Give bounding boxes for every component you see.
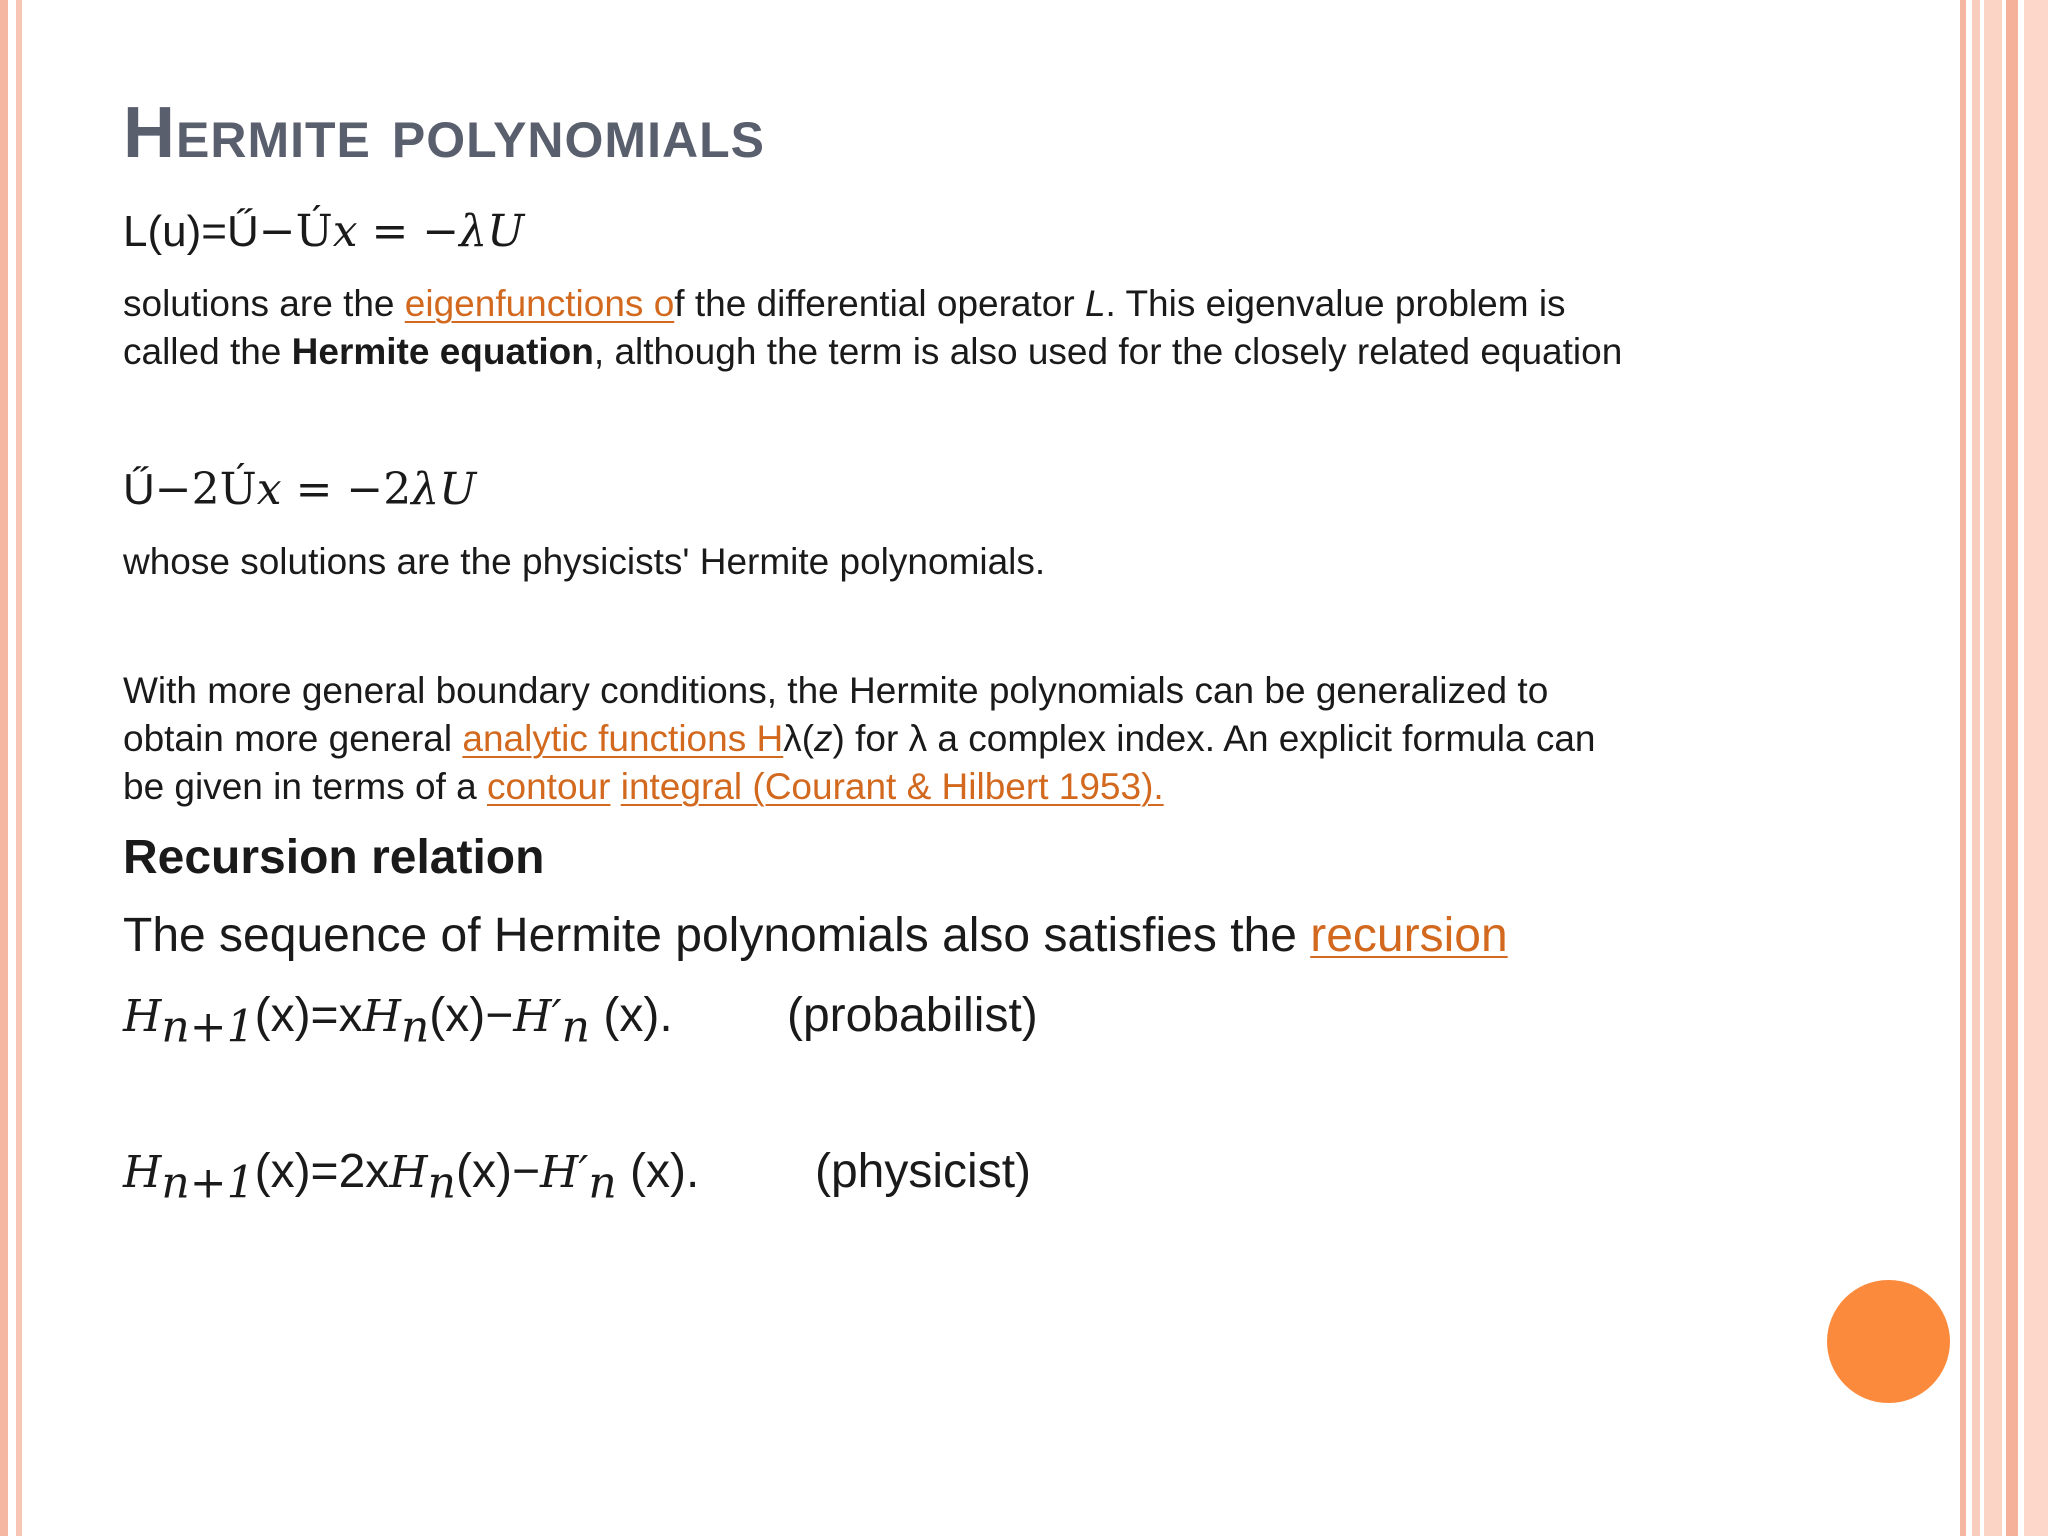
right-border-stripe [1984, 0, 2002, 1536]
right-border-stripe [1960, 0, 1966, 1536]
right-border-stripe [2024, 0, 2048, 1536]
boundary-conditions-paragraph: With more general boundary conditions, the Hermite polynomials can be generalized to obtain more general analytic functions Hλ(z) for λ a complex index. An explicit formula can be given in terms of a contour integral (Courant & Hilbert 1953). [123, 670, 1596, 807]
physicist-equation: Ű−2Úx = −2λU [123, 464, 477, 515]
right-border-stripe [1972, 0, 1980, 1536]
eigenfunctions-link[interactable]: eigenfunctions o [404, 283, 675, 324]
slide-title: Hermite polynomials [123, 93, 765, 173]
right-border-stripe [2006, 0, 2018, 1536]
physicists-solutions-text: whose solutions are the physicists' Hermite polynomials. [123, 541, 1046, 582]
recursion-link[interactable]: recursion [1310, 909, 1508, 962]
probabilist-label: (probabilist) [787, 989, 1038, 1042]
left-border-stripe-inner [16, 0, 22, 1536]
probabilist-recursion: $H_{n+1}(x)=xH_n(x)-H'_n$ (x). (probabilist) [123, 989, 1038, 1053]
recursion-heading: Recursion relation [123, 831, 545, 884]
operator-equation: L(u)=Ű−Úx = −λU [123, 206, 525, 257]
left-border-stripe [0, 0, 8, 1536]
orange-circle-decoration [1827, 1280, 1950, 1403]
eigenfunction-paragraph: solutions are the eigenfunctions of the differential operator L. This eigenvalue problem is called the Hermite equation, although the term is also used for the closely related equation [123, 283, 1623, 372]
analytic-functions-link[interactable]: analytic functions H [462, 718, 784, 759]
recursion-sentence: The sequence of Hermite polynomials also satisfies the recursion [123, 909, 1508, 962]
integral-courant-hilbert-link[interactable]: integral (Courant & Hilbert 1953). [620, 766, 1164, 807]
physicist-recursion: $H_{n+1}(x)=2xH_n(x)-H'_n$ (x). (physicist) [123, 1145, 1032, 1209]
physicist-label: (physicist) [815, 1145, 1032, 1198]
contour-link[interactable]: contour [487, 766, 611, 807]
